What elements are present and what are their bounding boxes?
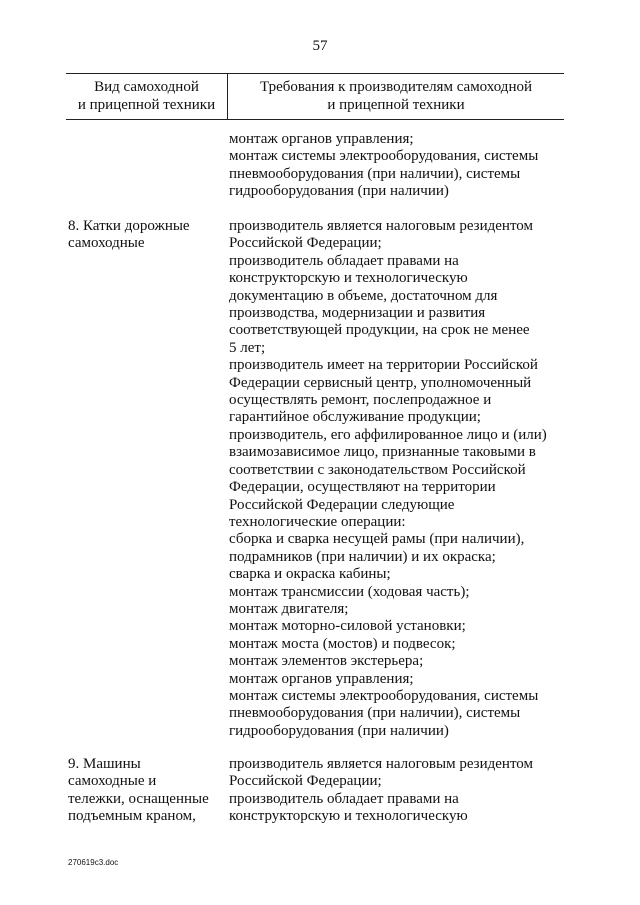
table-header bbox=[66, 73, 564, 120]
continuation-requirements: монтаж органов управления; монтаж системы электрооборудования, системы пневмооборудования (при наличии), системы гидрооборудования (при наличии) bbox=[229, 131, 539, 200]
row-8-requirements: производитель является налоговым резидентом Российской Федерации; производитель обладает правами на конструкторскую и технологическую документацию в объеме, достаточном для производства, модернизации и развития соответствующей продукции, на срок не менее 5 лет; производитель имеет на территории Российской Федерации сервисный центр, уполномоченный осуществлять ремонт, послепродажное и гарантийное обслуживание продукции; производитель, его аффилированное лицо и (или) взаимозависимое лицо, признанные таковыми в соответствии с законодательством Российской Федерации, осуществляют на территории Российской Федерации следующие технологические операции: сборка и сварка несущей рамы (при наличии), подрамников (при наличии) и их окраска; сварка и окраска кабины; монтаж трансмиссии (ходовая часть); монтаж двигателя; монтаж моторно-силовой установки; монтаж моста (мостов) и подвесок; монтаж элементов экстерьера; монтаж органов управления; монтаж системы электрооборудования, системы пневмооборудования (при наличии), системы гидрооборудования (при наличии) bbox=[229, 218, 547, 739]
row-9-requirements: производитель является налоговым резидентом Российской Федерации; производитель обладает правами на конструкторскую и технологическую bbox=[229, 756, 534, 825]
row-8-label: 8. Катки дорожные самоходные bbox=[68, 218, 190, 252]
page-number: 57 bbox=[312, 38, 328, 54]
header-requirements: Требования к производителям самоходной и прицепной техники bbox=[260, 79, 532, 113]
document-filename: 270619c3.doc bbox=[68, 858, 119, 867]
row-9-label: 9. Машины самоходные и тележки, оснащенные подъемным краном, bbox=[68, 756, 209, 825]
header-machine-type: Вид самоходной и прицепной техники bbox=[77, 79, 216, 113]
